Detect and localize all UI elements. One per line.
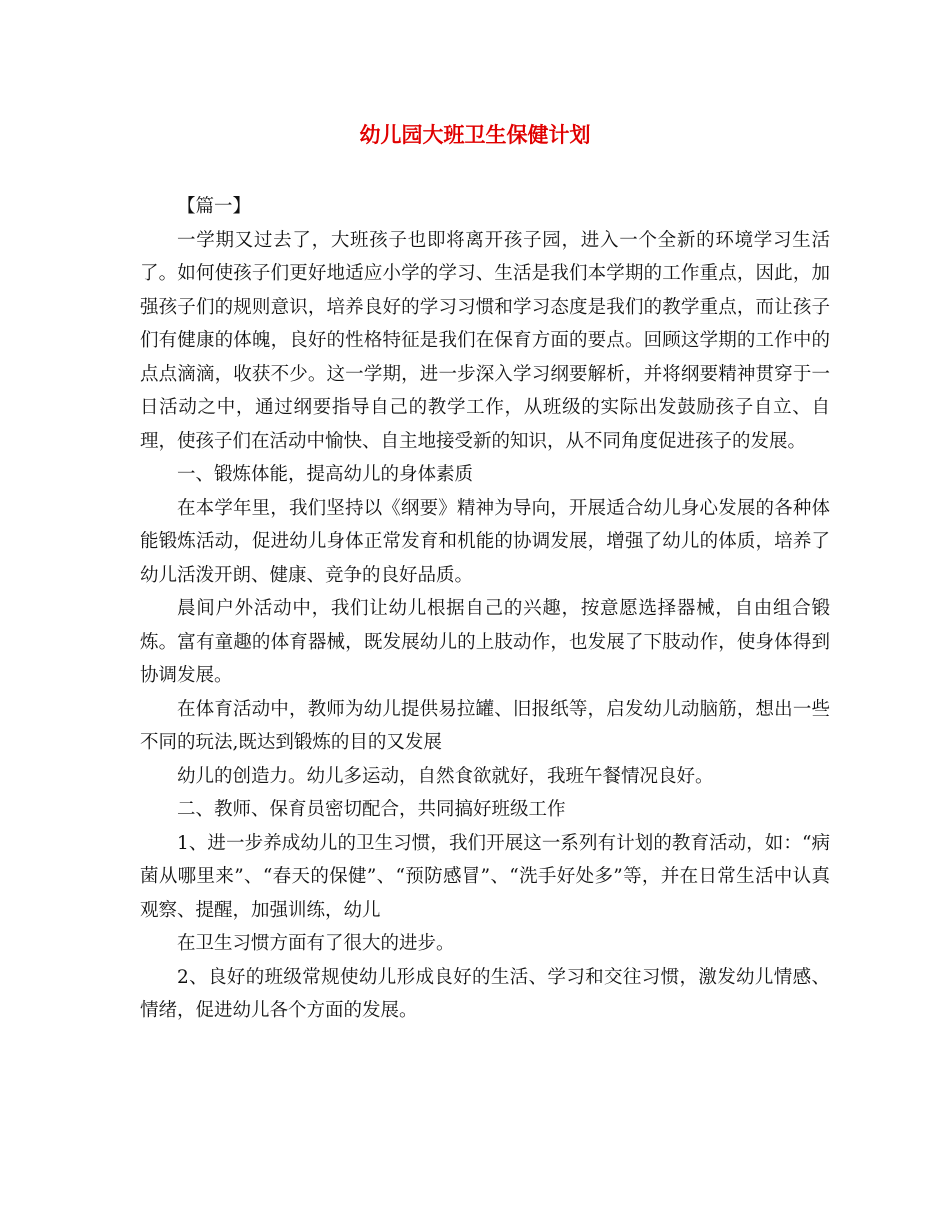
paragraph: 在体育活动中，教师为幼儿提供易拉罐、旧报纸等，启发幼儿动脑筋，想出一些不同的玩法,既达到锻炼的目的又发展 bbox=[140, 698, 830, 753]
paragraph: 晨间户外活动中，我们让幼儿根据自己的兴趣，按意愿选择器械，自由组合锻炼。富有童趣的体育器械，既发展幼儿的上肢动作，也发展了下肢动作，使身体得到协调发展。 bbox=[140, 598, 830, 686]
heading-section-1: 一、锻炼体能，提高幼儿的身体素质 bbox=[177, 464, 474, 485]
paragraph: 1、进一步养成幼儿的卫生习惯，我们开展这一系列有计划的教育活动，如：“病菌从哪里来”、“春天的保健”、“预防感冒”、“洗手好处多”等，并在日常生活中认真观察、提醒，加强训练，幼儿 bbox=[140, 832, 830, 921]
paragraph: 在本学年里，我们坚持以《纲要》精神为导向，开展适合幼儿身心发展的各种体能锻炼活动，促进幼儿身体正常发育和机能的协调发展，增强了幼儿的体质，培养了幼儿活泼开朗、健康、竞争的良好品质。 bbox=[140, 497, 830, 586]
document-title: 幼儿园大班卫生保健计划 bbox=[359, 122, 591, 147]
paragraph-intro: 一学期又过去了，大班孩子也即将离开孩子园，进入一个全新的环境学习生活了。如何使孩子们更好地适应小学的学习、生活是我们本学期的工作重点，因此，加强孩子们的规则意识，培养良好的学习习惯和学习态度是我们的教学重点，而让孩子们有健康的体魄，良好的性格特征是我们在保育方面的要点。回顾这学期的工作中的点点滴滴，收获不少。这一学期，进一步深入学习纲要解析，并将纲要精神贯穿于一日活动之中，通过纲要指导自己的教学工作，从班级的实际出发鼓励孩子自立、自理，使孩子们在活动中愉快、自主地接受新的知识，从不同角度促进孩子的发展。 bbox=[140, 229, 830, 452]
paragraph: 2、良好的班级常规使幼儿形成良好的生活、学习和交往习惯，激发幼儿情感、情绪，促进幼儿各个方面的发展。 bbox=[140, 966, 830, 1021]
paragraph: 在卫生习惯方面有了很大的进步。 bbox=[177, 933, 455, 954]
document-body bbox=[140, 190, 830, 1028]
paragraph: 幼儿的创造力。幼儿多运动，自然食欲就好，我班午餐情况良好。 bbox=[177, 765, 714, 787]
heading-section-2: 二、教师、保育员密切配合，共同搞好班级工作 bbox=[177, 799, 566, 820]
paragraph-section-label: 【篇一】 bbox=[177, 196, 252, 217]
